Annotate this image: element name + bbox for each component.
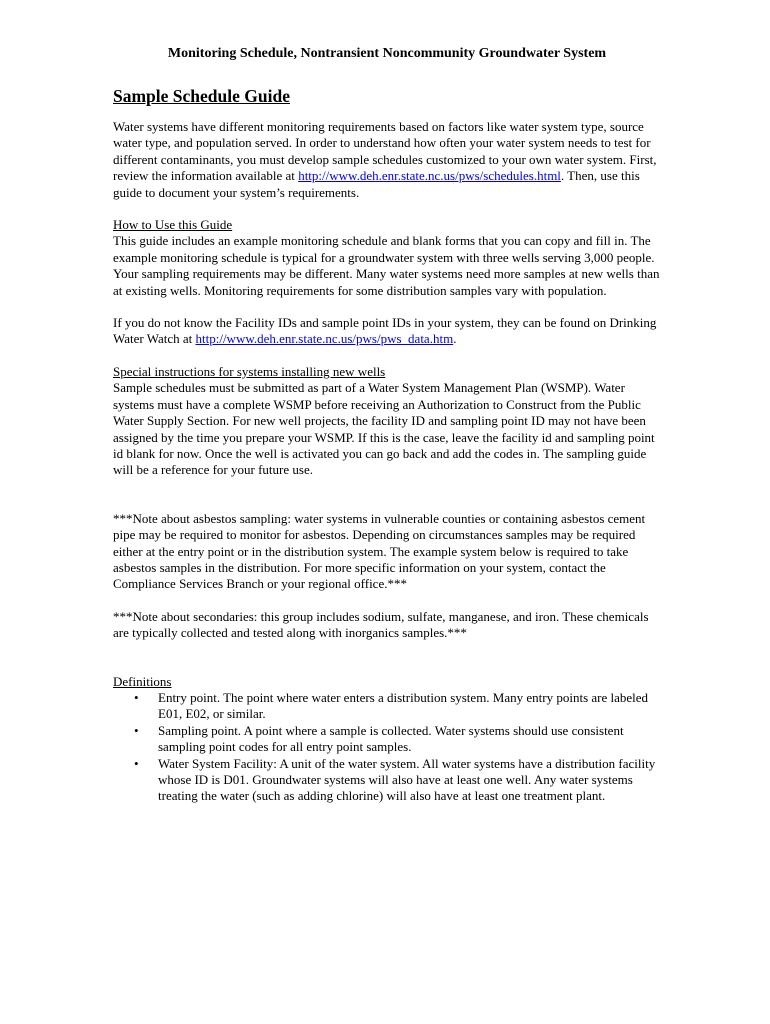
facility-ids-text-1: If you do not know the Facility IDs and sample point IDs in your system, they can be found on Drinking Water Watch at [113,315,657,347]
how-to-heading: How to Use this Guide [113,217,233,233]
intro-text-1: Water systems have different monitoring requirements based on factors like water system type, source water type, and population served. In order to understand how often your water system needs to test for different contaminants, you must develop sample schedules customized to your own water system. First, review the information available at [113,119,657,184]
definition-item: • Water System Facility: A unit of the water system. All water systems have a distribution facility whose ID is D01. Groundwater systems will also have at least one well. Any water systems treating the water (such as adding chlorine) will also have at least one treatment plant. [158,756,661,805]
guide-title: Sample Schedule Guide [113,86,290,106]
facility-ids-text-2: . [453,331,457,347]
document-page [113,44,661,805]
definitions-list [113,690,661,805]
how-to-paragraph: This guide includes an example monitoring schedule and blank forms that you can copy and fill in. The example monitoring schedule is typical for a groundwater system with three wells serving 3,000 people. Your sampling requirements may be different. Many water systems need more samples at new wells than at existing wells. Monitoring requirements for some distribution samples vary with population. [113,233,660,298]
intro-paragraph [113,119,661,201]
special-instructions-paragraph: Sample schedules must be submitted as part of a Water System Management Plan (WSMP). Water systems must have a complete WSMP before receiving an Authorization to Construct from the Public Water Supply Section. For new well projects, the facility ID and sampling point ID may not have been assigned by the time you prepare your WSMP. If this is the case, leave the facility id and sampling point id blank for now. Once the well is activated you can go back and add the codes in. The sampling guide will be a reference for your future use. [113,380,655,478]
pws-data-link[interactable]: http://www.deh.enr.state.nc.us/pws/pws_data.htm [195,331,454,347]
definitions-heading: Definitions [113,673,172,689]
schedules-link[interactable]: http://www.deh.enr.state.nc.us/pws/schedules.html [298,168,561,184]
definition-item: • Entry point. The point where water enters a distribution system. Many entry points are labeled E01, E02, or similar. [158,690,661,723]
special-instructions-heading: Special instructions for systems installing new wells [113,363,386,379]
asbestos-note: ***Note about asbestos sampling: water systems in vulnerable counties or containing asbestos cement pipe may be required to monitor for asbestos. Depending on circumstances samples may be required either at the entry point or in the distribution system. The example system below is required to take asbestos samples in the distribution. For more specific information on your system, contact the Compliance Services Branch or your regional office.*** [113,510,646,592]
document-header-title: Monitoring Schedule, Nontransient Noncommunity Groundwater System [167,46,607,61]
definition-item: • Sampling point. A point where a sample is collected. Water systems should use consistent sampling point codes for all entry point samples. [158,723,661,756]
secondaries-note: ***Note about secondaries: this group includes sodium, sulfate, manganese, and iron. These chemicals are typically collected and tested along with inorganics samples.*** [113,608,649,641]
facility-ids-paragraph [113,315,661,348]
intro-text-2: . Then, use this guide to document your system’s requirements. [113,168,640,200]
